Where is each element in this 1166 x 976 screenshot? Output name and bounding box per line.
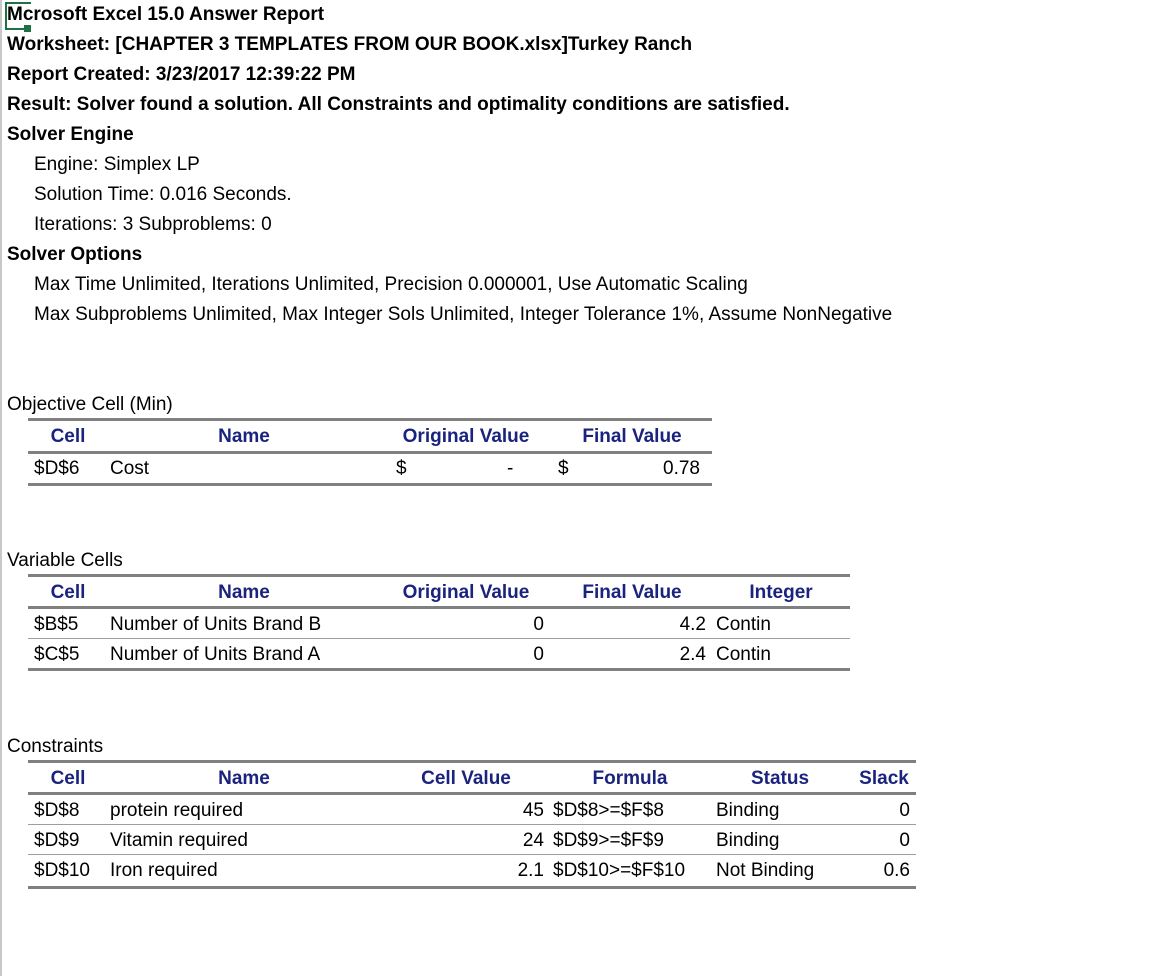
con-row-3-value: 2.1 bbox=[517, 860, 544, 881]
var-row-2-original: 0 bbox=[533, 644, 544, 665]
con-row-2-value: 24 bbox=[522, 830, 544, 851]
con-row-1-formula: $D$8>=$F$8 bbox=[553, 800, 664, 821]
iterations-line: Iterations: 3 Subproblems: 0 bbox=[34, 214, 272, 235]
title-rest: crosoft Excel 15.0 Answer Report bbox=[22, 4, 325, 25]
con-row-2-cell: $D$9 bbox=[34, 830, 80, 851]
var-header-final: Final Value bbox=[582, 582, 682, 603]
variables-bottom-border bbox=[28, 668, 850, 671]
con-row-1-status: Binding bbox=[716, 800, 780, 821]
objective-label: Objective Cell (Min) bbox=[7, 394, 173, 415]
obj-row-orig-value: - bbox=[507, 458, 514, 479]
variables-top-border bbox=[28, 574, 850, 577]
con-row-divider-2 bbox=[28, 854, 916, 855]
constraints-header-border bbox=[28, 792, 916, 795]
var-row-2-cell: $C$5 bbox=[34, 644, 80, 665]
report-title bbox=[7, 0, 324, 30]
constraints-label: Constraints bbox=[7, 736, 104, 757]
options-line-2: Max Subproblems Unlimited, Max Integer Sols Unlimited, Integer Tolerance 1%, Assume NonNegative bbox=[34, 304, 893, 325]
objective-bottom-border bbox=[28, 483, 712, 486]
var-row-2-name: Number of Units Brand A bbox=[110, 644, 321, 665]
grid-left-edge bbox=[0, 0, 2, 976]
var-row-2-final: 2.4 bbox=[679, 644, 706, 665]
var-row-1-original: 0 bbox=[533, 614, 544, 635]
var-row-1-cell: $B$5 bbox=[34, 614, 79, 635]
var-header-original: Original Value bbox=[402, 582, 530, 603]
obj-header-original: Original Value bbox=[402, 426, 530, 447]
obj-header-cell: Cell bbox=[50, 426, 86, 447]
options-line-1: Max Time Unlimited, Iterations Unlimited, Precision 0.000001, Use Automatic Scaling bbox=[34, 274, 748, 295]
con-header-status: Status bbox=[750, 768, 810, 789]
con-row-1-value: 45 bbox=[522, 800, 544, 821]
solution-time-line: Solution Time: 0.016 Seconds. bbox=[34, 184, 292, 205]
obj-row-orig-symbol: $ bbox=[396, 458, 407, 479]
con-row-1-name: protein required bbox=[110, 800, 244, 821]
con-row-3-cell: $D$10 bbox=[34, 860, 90, 881]
obj-row-cell: $D$6 bbox=[34, 458, 80, 479]
con-header-value: Cell Value bbox=[421, 768, 511, 789]
var-row-1-integer: Contin bbox=[716, 614, 771, 635]
con-row-1-slack: 0 bbox=[899, 800, 910, 821]
obj-row-final-value: 0.78 bbox=[663, 458, 700, 479]
con-row-3-formula: $D$10>=$F$10 bbox=[553, 860, 686, 881]
objective-top-border bbox=[28, 418, 712, 421]
var-header-name: Name bbox=[218, 582, 270, 603]
obj-header-final: Final Value bbox=[582, 426, 682, 447]
title-prefix: M bbox=[7, 4, 23, 25]
options-heading: Solver Options bbox=[7, 244, 143, 265]
var-row-2-integer: Contin bbox=[716, 644, 771, 665]
var-row-divider bbox=[28, 638, 850, 639]
created-line: Report Created: 3/23/2017 12:39:22 PM bbox=[7, 64, 356, 85]
con-row-3-name: Iron required bbox=[110, 860, 218, 881]
var-header-cell: Cell bbox=[50, 582, 86, 603]
constraints-bottom-border bbox=[28, 886, 916, 889]
constraints-top-border bbox=[28, 760, 916, 763]
con-row-3-status: Not Binding bbox=[716, 860, 815, 881]
con-header-slack: Slack bbox=[859, 768, 909, 789]
con-header-formula: Formula bbox=[592, 768, 668, 789]
con-row-2-status: Binding bbox=[716, 830, 780, 851]
con-row-2-name: Vitamin required bbox=[110, 830, 249, 851]
result-line: Result: Solver found a solution. All Constraints and optimality conditions are satisfied. bbox=[7, 94, 790, 115]
con-row-divider-1 bbox=[28, 824, 916, 825]
con-row-1-cell: $D$8 bbox=[34, 800, 80, 821]
con-row-3-slack: 0.6 bbox=[883, 860, 910, 881]
con-row-2-slack: 0 bbox=[899, 830, 910, 851]
var-row-1-final: 4.2 bbox=[679, 614, 706, 635]
engine-heading: Solver Engine bbox=[7, 124, 134, 145]
con-header-name: Name bbox=[218, 768, 270, 789]
variables-label: Variable Cells bbox=[7, 550, 123, 571]
obj-row-name: Cost bbox=[110, 458, 150, 479]
obj-row-final-symbol: $ bbox=[558, 458, 569, 479]
engine-line: Engine: Simplex LP bbox=[34, 154, 200, 175]
con-header-cell: Cell bbox=[50, 768, 86, 789]
obj-header-name: Name bbox=[218, 426, 270, 447]
var-row-1-name: Number of Units Brand B bbox=[110, 614, 322, 635]
con-row-2-formula: $D$9>=$F$9 bbox=[553, 830, 664, 851]
var-header-integer: Integer bbox=[749, 582, 813, 603]
variables-header-border bbox=[28, 606, 850, 609]
worksheet-line: Worksheet: [CHAPTER 3 TEMPLATES FROM OUR BOOK.xlsx]Turkey Ranch bbox=[7, 34, 693, 55]
